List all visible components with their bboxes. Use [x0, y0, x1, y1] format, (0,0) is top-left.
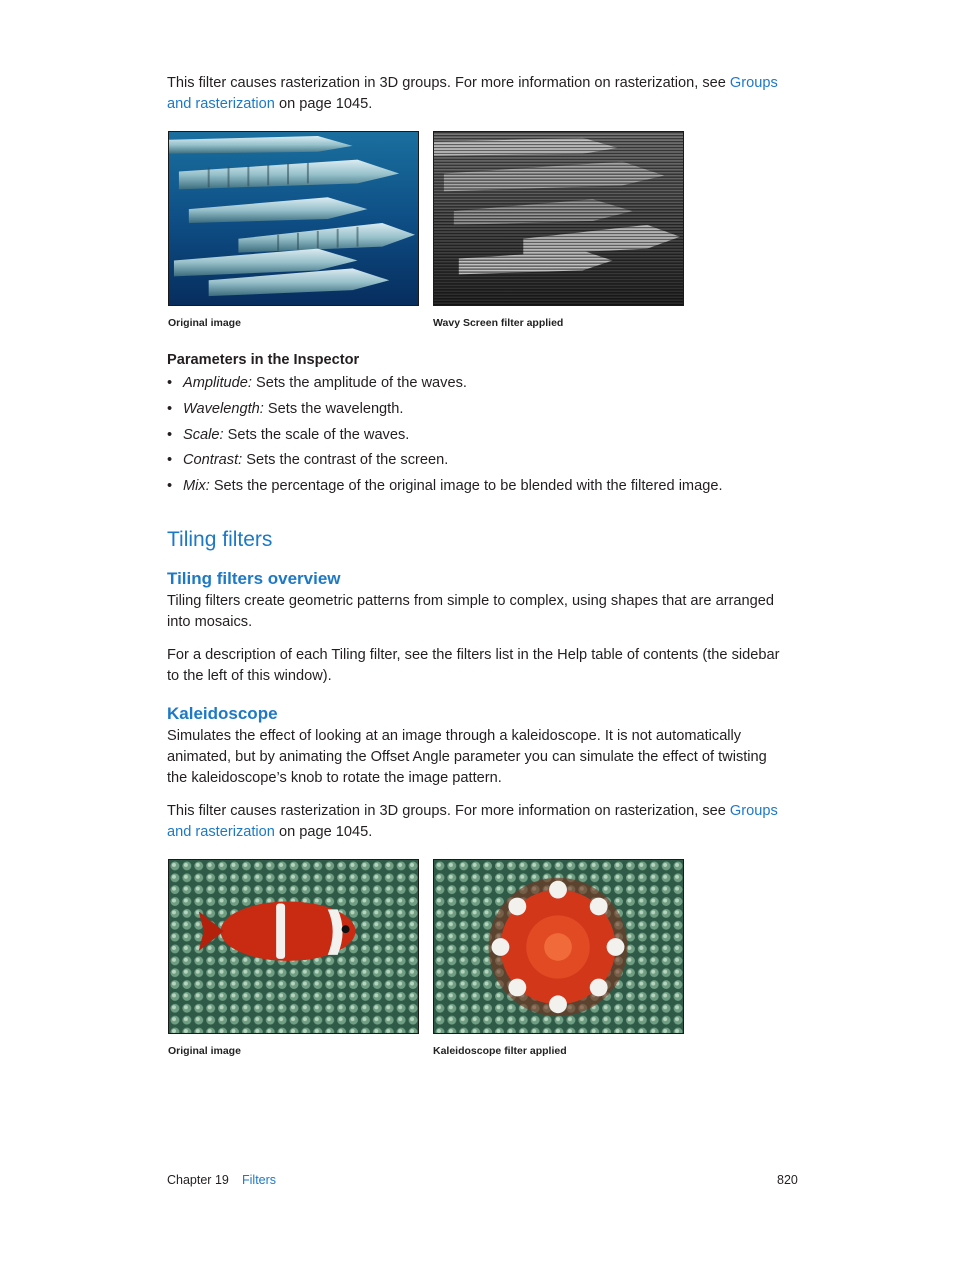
bullet: •: [167, 426, 173, 443]
page-number: 820: [777, 1173, 798, 1187]
intro-paragraph: [167, 73, 787, 115]
footer-chapter: Chapter 19: [167, 1173, 229, 1187]
footer-section-link[interactable]: Filters: [242, 1173, 277, 1187]
overview-paragraph-2: For a description of each Tiling filter, see the filters list in the Help table of contents (the sidebar to the left of this window).: [167, 647, 780, 684]
parameter-list: [167, 373, 807, 502]
list-item: [167, 425, 807, 451]
param-desc: Sets the contrast of the screen.: [242, 452, 449, 469]
overview-paragraph-1: Tiling filters create geometric patterns from simple to complex, using shapes that are arranged into mosaics.: [167, 593, 775, 630]
list-item: [167, 399, 807, 425]
kaleidoscope-text-after: on page 1045.: [274, 824, 373, 840]
param-term: Mix:: [183, 478, 210, 495]
original-barracuda-image: [168, 131, 419, 306]
figure2-left-caption: Original image: [168, 1045, 241, 1057]
param-term: Scale:: [183, 426, 224, 443]
param-term: Wavelength:: [183, 400, 264, 417]
list-item: [167, 476, 807, 502]
bullet: •: [167, 478, 173, 495]
figure1-left-caption: Original image: [168, 317, 241, 329]
param-desc: Sets the scale of the waves.: [223, 426, 410, 443]
list-item: [167, 450, 807, 476]
param-desc: Sets the percentage of the original image to be blended with the filtered image.: [209, 478, 723, 495]
param-term: Contrast:: [183, 452, 243, 469]
intro-text-after: on page 1045.: [274, 96, 373, 112]
bullet: •: [167, 452, 173, 469]
param-term: Amplitude:: [183, 375, 252, 391]
param-desc: Sets the amplitude of the waves.: [251, 375, 467, 391]
kaleidoscope-paragraph-2: [167, 801, 787, 843]
groups-rasterization-link-2[interactable]: Groups and rasterization: [167, 803, 778, 840]
bullet: •: [167, 400, 173, 417]
groups-rasterization-link[interactable]: Groups and rasterization: [167, 75, 778, 112]
kaleidoscope-image: [433, 859, 684, 1034]
original-clownfish-image: [168, 859, 419, 1034]
kaleidoscope-paragraph-1: Simulates the effect of looking at an image through a kaleidoscope. It is not automatically animated, but by animating the Offset Angle parameter you can simulate the effect of twisting the kaleidoscope’s knob to rotate the image pattern.: [167, 728, 767, 786]
kaleidoscope-text: This filter causes rasterization in 3D groups. For more information on rasterization, see: [167, 803, 730, 819]
figure1-right-caption: Wavy Screen filter applied: [433, 317, 564, 329]
intro-text: This filter causes rasterization in 3D groups. For more information on rasterization, see: [167, 75, 730, 91]
list-item: [167, 373, 807, 399]
inspector-heading: Parameters in the Inspector: [167, 352, 360, 368]
kaleidoscope-heading: Kaleidoscope: [167, 704, 278, 723]
wavy-screen-image: [433, 131, 684, 306]
bullet: •: [167, 375, 173, 391]
param-desc: Sets the wavelength.: [263, 400, 404, 417]
figure2-right-caption: Kaleidoscope filter applied: [433, 1045, 567, 1057]
section-title: Tiling filters: [167, 528, 273, 551]
overview-heading: Tiling filters overview: [167, 569, 341, 588]
